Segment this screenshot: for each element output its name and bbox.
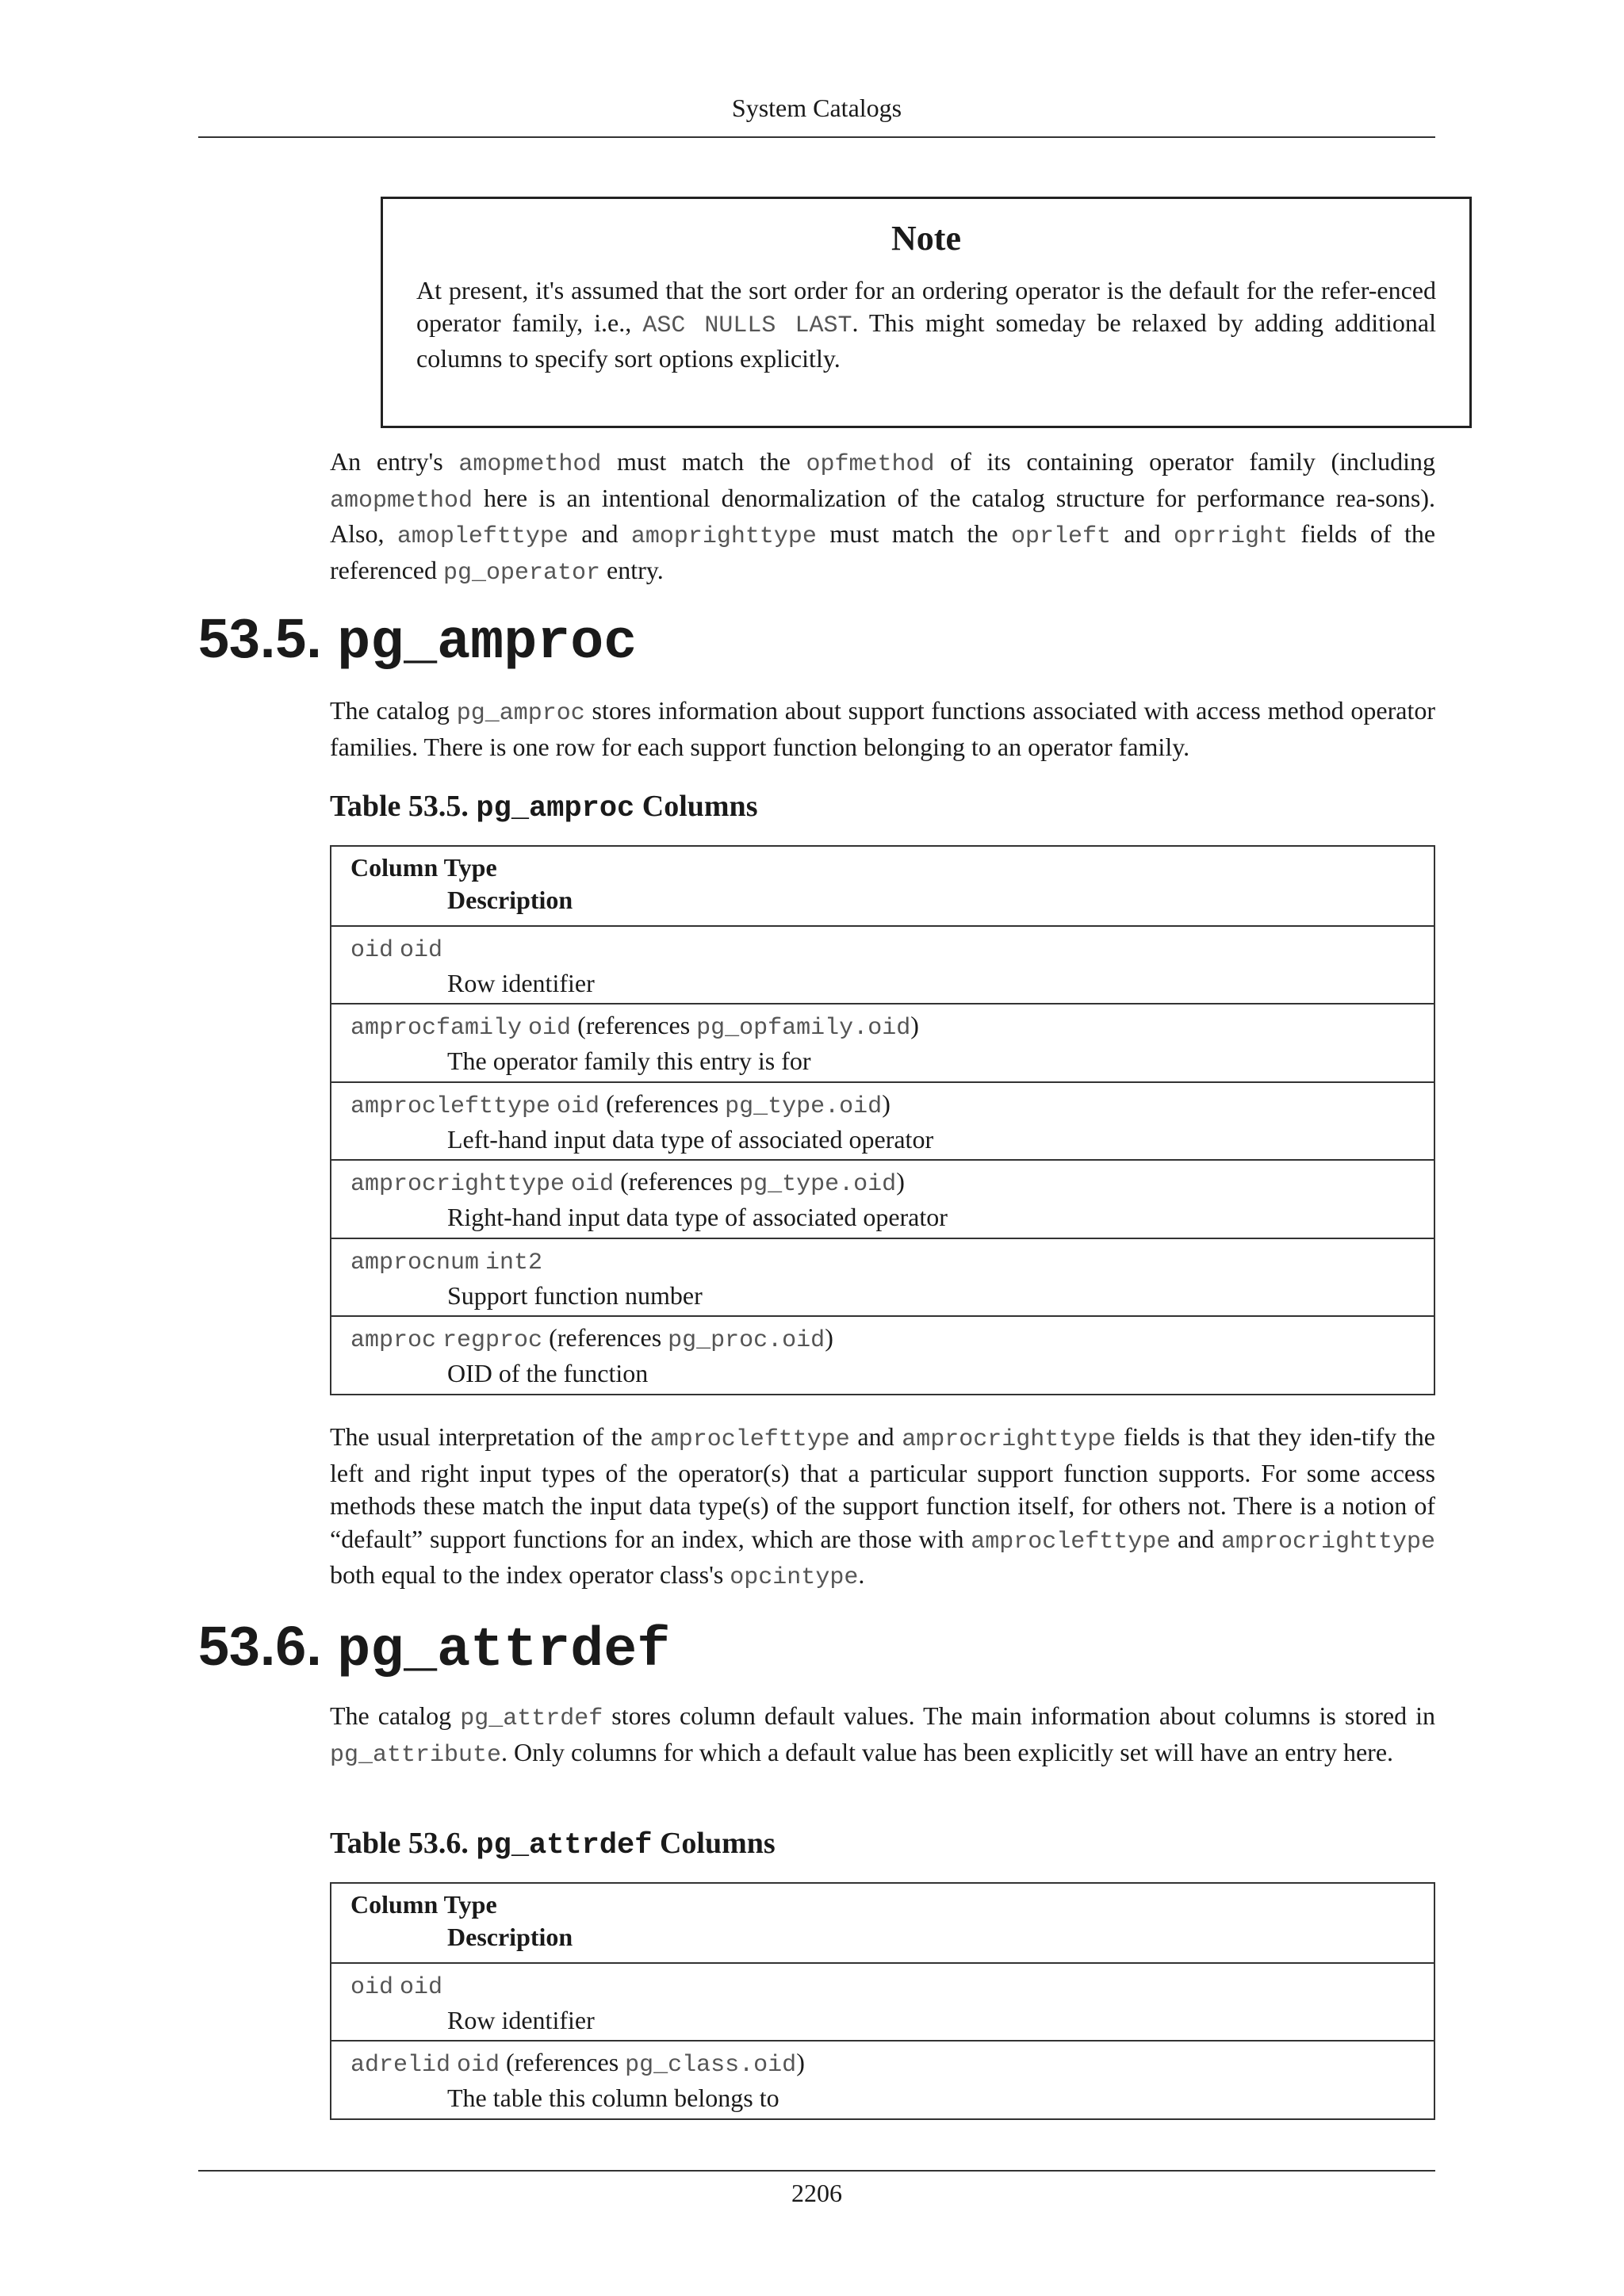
footer-rule <box>198 2170 1435 2172</box>
table-row: oid oid Row identifier <box>331 1962 1434 2041</box>
header-rule <box>198 136 1435 138</box>
table-row: amproclefttype oid (references pg_type.oid) Left-hand input data type of associated operator <box>331 1081 1434 1160</box>
table-caption-pg-attrdef: Table 53.6. pg_attrdef Columns <box>330 1827 776 1862</box>
table-row: oid oid Row identifier <box>331 925 1434 1004</box>
amop-paragraph: An entry's amopmethod must match the opfmethod of its containing operator family (including amopmethod here is an intentional denormalization of the catalog structure for performance rea-sons). Also, amoplefttype and amoprighttype must match the oprleft and oprright fields of the referenced pg_operator entry. <box>330 447 1436 587</box>
table-caption-pg-amproc: Table 53.5. pg_amproc Columns <box>330 790 758 825</box>
note-text: At present, it's assumed that the sort order for an ordering operator is the default for the refer-enced operator family, i.e., ASC NULLS LAST. This might someday be relaxed by adding additional columns to specify sort options explicitly. <box>416 276 1437 373</box>
table-row: adrelid oid (references pg_class.oid) The table this column belongs to <box>331 2040 1434 2118</box>
table-row: amprocrighttype oid (references pg_type.oid) Right-hand input data type of associated operator <box>331 1159 1434 1238</box>
table-row: amprocfamily oid (references pg_opfamily.oid) The operator family this entry is for <box>331 1003 1434 1081</box>
note-box <box>381 197 1472 428</box>
pg-amproc-notes: The usual interpretation of the amproclefttype and amprocrighttype fields is that they iden-tify the left and right input types of the operator(s) that a particular support function supports. For some access methods these match the input data type(s) of the support function itself, for others not. There is a notion of “default” support functions for an index, which are those with amproclefttype and amprocrighttype both equal to the index operator class's opcintype. <box>330 1422 1436 1591</box>
page-number: 2206 <box>791 2179 842 2207</box>
note-title: Note <box>891 219 961 258</box>
pg-attrdef-intro: The catalog pg_attrdef stores column default values. The main information about columns is stored in pg_attribute. Only columns for which a default value has been explicitly set will have an entry here. <box>330 1701 1436 1769</box>
table-row: amproc regproc (references pg_proc.oid) OID of the function <box>331 1315 1434 1394</box>
pg-attrdef-columns-table <box>330 1882 1435 2120</box>
pg-amproc-columns-table <box>330 845 1435 1395</box>
running-header: System Catalogs <box>731 94 902 122</box>
table-header-row: Column Type Description <box>350 1890 573 1951</box>
table-header-row: Column Type Description <box>350 853 573 914</box>
table-row: amprocnum int2 Support function number <box>331 1238 1434 1316</box>
pg-amproc-intro: The catalog pg_amproc stores information about support functions associated with access method operator families. There is one row for each support function belonging to an operator family. <box>330 696 1436 761</box>
section-heading-pg-amproc: 53.5. pg_amproc <box>198 607 638 675</box>
section-heading-pg-attrdef: 53.6. pg_attrdef <box>198 1615 671 1682</box>
